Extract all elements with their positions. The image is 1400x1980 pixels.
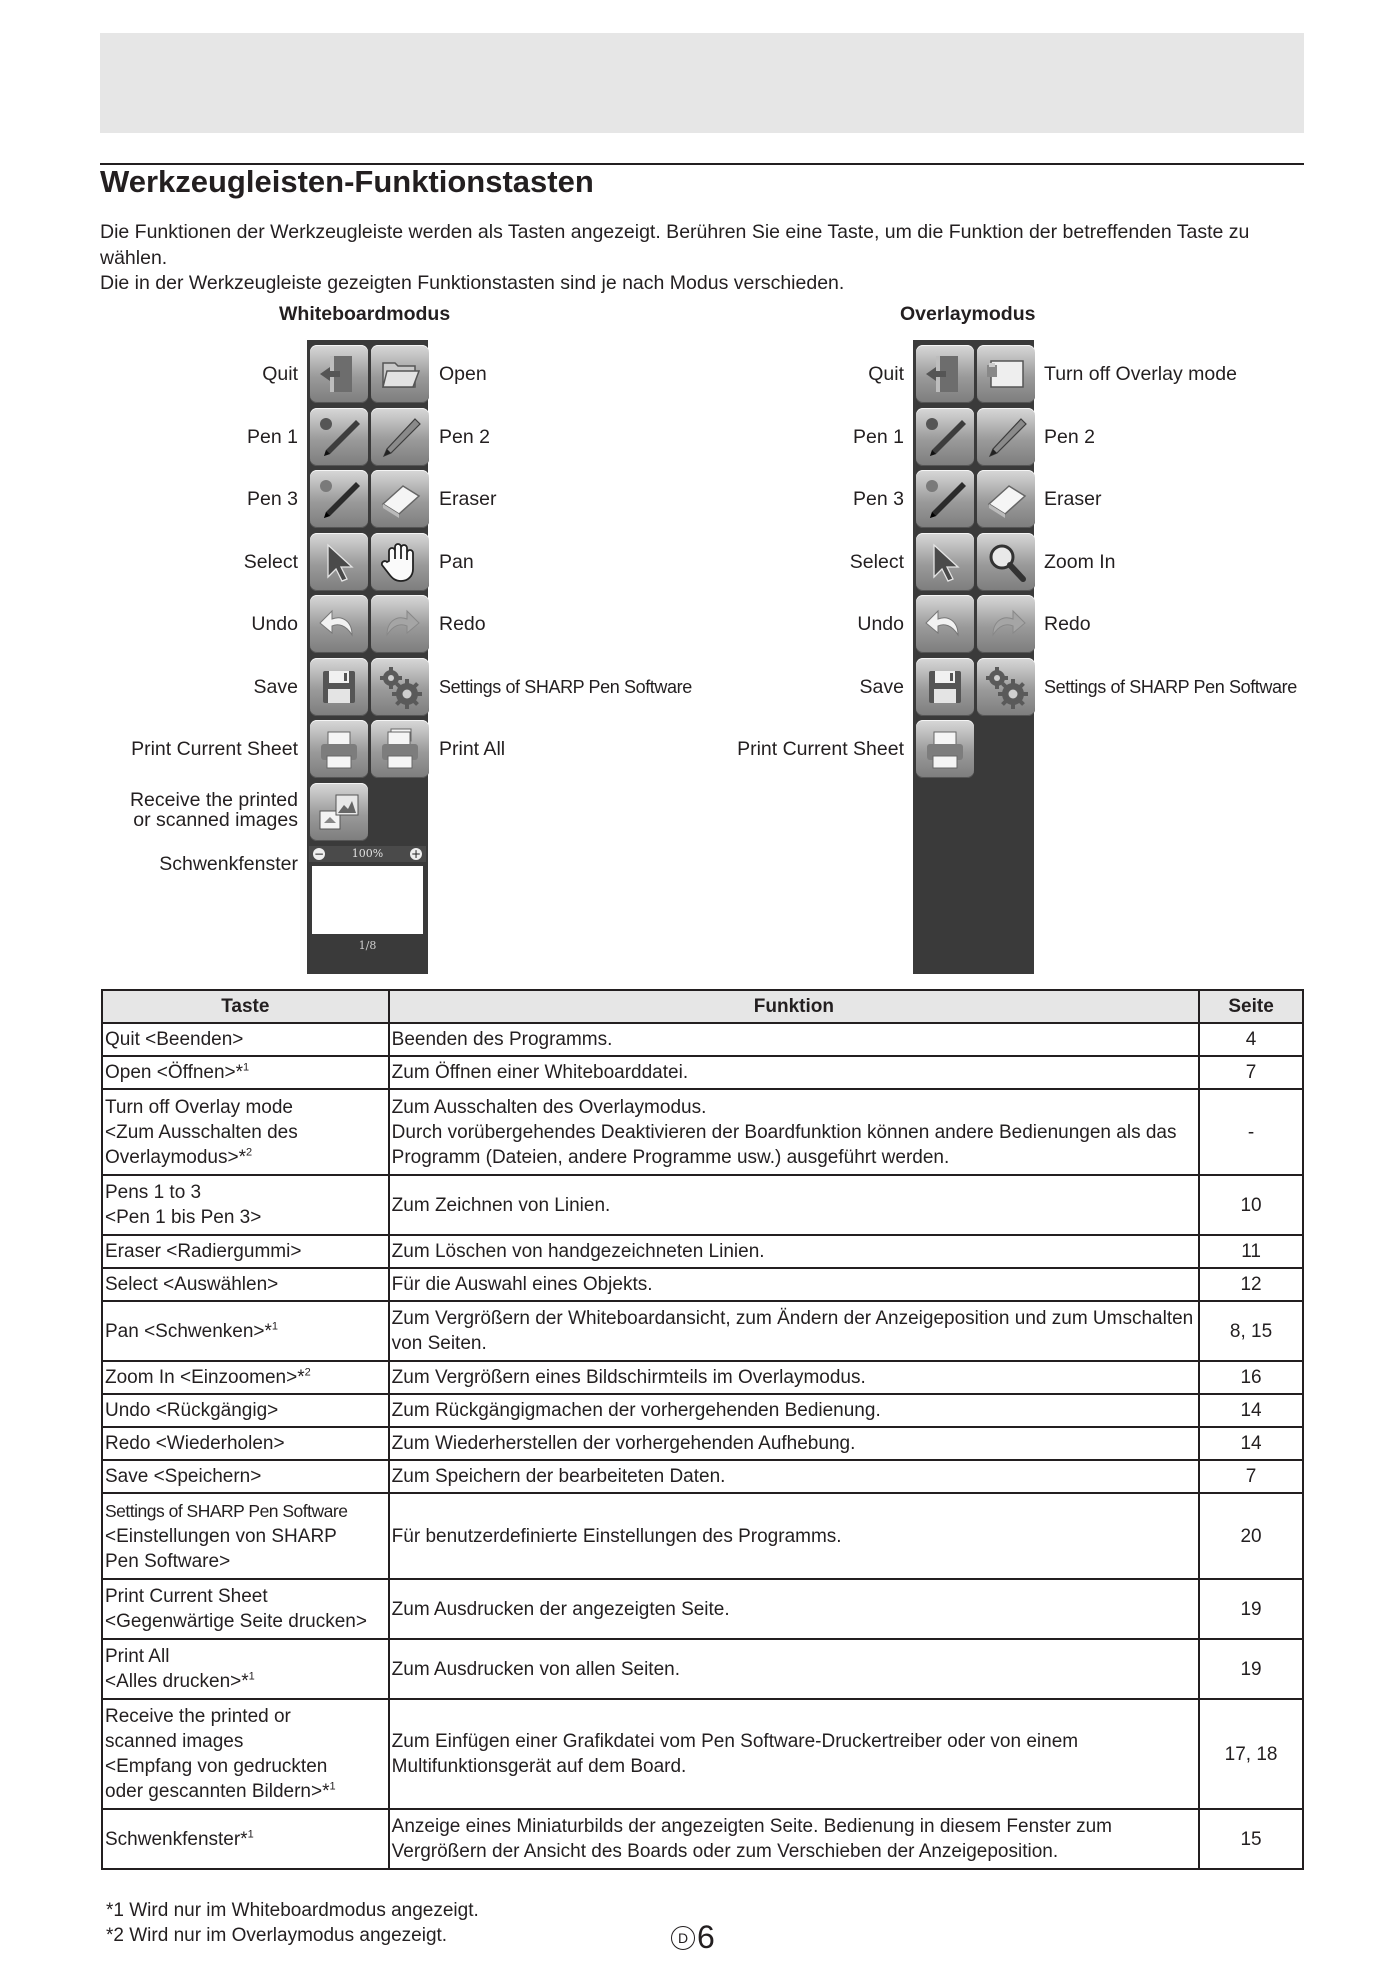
page-cell: 8, 15	[1199, 1301, 1303, 1361]
key-cell	[102, 1235, 389, 1268]
eraser-button[interactable]	[371, 470, 429, 528]
toolbar-left-label: Undo	[251, 613, 298, 635]
table-row	[102, 1175, 1303, 1235]
pen1-button[interactable]	[310, 408, 368, 466]
eraser-icon	[983, 476, 1029, 522]
key-name: Zoom In <Einzoomen>*	[105, 1367, 305, 1388]
toolbar-right-label: Print All	[439, 738, 506, 760]
table-row	[102, 1089, 1303, 1175]
table-row	[102, 1361, 1303, 1394]
print-current-icon	[922, 726, 968, 772]
column-header: Seite	[1199, 990, 1303, 1023]
key-name: Select <Auswählen>	[105, 1274, 279, 1295]
page-cell: 7	[1199, 1056, 1303, 1089]
footnote-ref: 1	[247, 1828, 254, 1841]
overlay-off-button[interactable]	[977, 345, 1035, 403]
pen2-button[interactable]	[977, 408, 1035, 466]
select-button[interactable]	[916, 533, 974, 591]
pen3-button[interactable]	[916, 470, 974, 528]
redo-button[interactable]	[371, 595, 429, 653]
pan-page-indicator: 1/8	[358, 939, 377, 952]
key-name: Print Current Sheet <Gegenwärtige Seite drucken>	[105, 1586, 367, 1632]
undo-button[interactable]	[310, 595, 368, 653]
footnote-2: *2 Wird nur im Overlaymodus angezeigt.	[106, 1925, 448, 1946]
footnote-ref: 1	[329, 1780, 336, 1793]
quit-icon	[922, 351, 968, 397]
receive-images-icon	[316, 789, 362, 835]
zoom-out-icon[interactable]: −	[313, 847, 325, 861]
pan-window-preview[interactable]	[312, 866, 423, 934]
footnote-ref: 1	[248, 1670, 255, 1683]
page-cell: 11	[1199, 1235, 1303, 1268]
zoom-in-button[interactable]	[977, 533, 1035, 591]
key-name: Open <Öffnen>*	[105, 1062, 244, 1083]
key-cell	[102, 1089, 389, 1175]
function-cell: Für benutzerdefinierte Einstellungen des Programms.	[389, 1493, 1199, 1579]
key-cell	[102, 1460, 389, 1493]
save-button[interactable]	[916, 658, 974, 716]
toolbar-left-label: Select	[849, 550, 904, 573]
toolbar-left-label: Undo	[857, 613, 904, 635]
toolbar-left-label: Pen 3	[247, 488, 298, 510]
redo-icon	[983, 601, 1029, 647]
table-row	[102, 1493, 1303, 1579]
page-cell: -	[1199, 1089, 1303, 1175]
key-name: <Einstellungen von SHARP Pen Software>	[105, 1525, 337, 1572]
pan-zoom-level: 100%	[351, 847, 384, 860]
pen3-icon	[316, 476, 362, 522]
quit-button[interactable]	[916, 345, 974, 403]
toolbar-left-label: Schwenkfenster	[159, 853, 298, 875]
table-row	[102, 1056, 1303, 1089]
eraser-icon	[377, 476, 423, 522]
key-name: Save <Speichern>	[105, 1466, 262, 1487]
pen3-button[interactable]	[310, 470, 368, 528]
page-number	[671, 1919, 715, 1956]
toolbar-left-label: Pen 1	[853, 425, 904, 448]
page-cell: 20	[1199, 1493, 1303, 1579]
key-cell	[102, 1394, 389, 1427]
function-table	[101, 989, 1304, 1870]
page-cell: 19	[1199, 1639, 1303, 1699]
table-row	[102, 1394, 1303, 1427]
page-cell: 15	[1199, 1809, 1303, 1869]
footnote-ref: 2	[304, 1366, 311, 1379]
pen1-button[interactable]	[916, 408, 974, 466]
redo-icon	[377, 601, 423, 647]
table-row	[102, 1579, 1303, 1639]
zoom-in-icon[interactable]: +	[410, 847, 422, 861]
key-name-narrow: Settings of SHARP Pen Software	[105, 1500, 348, 1521]
eraser-button[interactable]	[977, 470, 1035, 528]
toolbar-right-label: Settings of SHARP Pen Software	[439, 676, 692, 697]
key-cell	[102, 1268, 389, 1301]
page-cell: 4	[1199, 1023, 1303, 1056]
toolbar-left-label: Select	[243, 550, 298, 573]
footnote-1: *1 Wird nur im Whiteboardmodus angezeigt.	[106, 1900, 479, 1921]
undo-button[interactable]	[916, 595, 974, 653]
undo-icon	[316, 601, 362, 647]
whiteboard-mode-heading: Whiteboardmodus	[279, 303, 451, 325]
quit-button[interactable]	[310, 345, 368, 403]
key-cell	[102, 1809, 389, 1869]
toolbar-left-label: Save	[253, 675, 298, 698]
print-current-button[interactable]	[310, 720, 368, 778]
quit-icon	[316, 351, 362, 397]
toolbar-right-label: Open	[439, 363, 487, 385]
toolbar-right-label: Settings of SHARP Pen Software	[1044, 676, 1297, 697]
select-icon	[922, 539, 968, 585]
function-cell: Zum Ausschalten des Overlaymodus. Durch vorübergehendes Deaktivieren der Boardfunktion können andere Bedienungen als das Programm (Dateien, andere Programme usw.) ausgeführt werden.	[389, 1089, 1199, 1175]
page-cell: 12	[1199, 1268, 1303, 1301]
intro-text	[100, 220, 1304, 297]
key-name: Schwenkfenster*	[105, 1828, 248, 1850]
table-header-row	[102, 990, 1303, 1023]
print-current-button[interactable]	[916, 720, 974, 778]
column-header: Funktion	[389, 990, 1199, 1023]
print-all-icon	[377, 726, 423, 772]
page-title: Werkzeugleisten-Funktionstasten	[100, 164, 594, 199]
key-name: Receive the printed or scanned images <Empfang von gedruckten oder gescannten Bildern>*	[105, 1706, 330, 1802]
function-cell: Zum Ausdrucken von allen Seiten.	[389, 1639, 1199, 1699]
key-cell	[102, 1493, 389, 1579]
intro-paragraph: Die in der Werkzeugleiste gezeigten Funktionstasten sind je nach Modus verschieden.	[100, 272, 845, 294]
undo-icon	[922, 601, 968, 647]
settings-button[interactable]	[977, 658, 1035, 716]
toolbar-right-label: Zoom In	[1044, 550, 1116, 573]
toolbar-right-label: Pan	[439, 550, 474, 573]
pen1-icon	[922, 414, 968, 460]
page-cell: 14	[1199, 1427, 1303, 1460]
column-header: Taste	[102, 990, 389, 1023]
pen2-icon	[983, 414, 1029, 460]
select-icon	[316, 539, 362, 585]
toolbar-left-label: Receive the printed or scanned images	[129, 788, 298, 831]
function-cell: Zum Ausdrucken der angezeigten Seite.	[389, 1579, 1199, 1639]
key-name: Undo <Rückgängig>	[105, 1400, 279, 1421]
toolbar-left-label: Save	[859, 675, 904, 698]
pan-hand-button[interactable]	[371, 533, 429, 591]
save-icon	[316, 664, 362, 710]
page-cell: 14	[1199, 1394, 1303, 1427]
table-row	[102, 1699, 1303, 1809]
toolbar-right-label: Turn off Overlay mode	[1044, 363, 1237, 385]
save-button[interactable]	[310, 658, 368, 716]
toolbar-right-label: Pen 2	[439, 425, 490, 448]
key-cell	[102, 1427, 389, 1460]
page-number-value: 6	[697, 1919, 715, 1955]
key-name: Quit <Beenden>	[105, 1029, 244, 1050]
toolbar-left-label: Pen 1	[247, 425, 298, 448]
page-cell: 7	[1199, 1460, 1303, 1493]
toolbar-left-label: Print Current Sheet	[131, 738, 298, 760]
key-cell	[102, 1056, 389, 1089]
page-cell: 16	[1199, 1361, 1303, 1394]
pen2-icon	[377, 414, 423, 460]
table-row	[102, 1809, 1303, 1869]
function-cell: Zum Zeichnen von Linien.	[389, 1175, 1199, 1235]
pen1-icon	[316, 414, 362, 460]
key-cell	[102, 1639, 389, 1699]
footnote-ref: 2	[245, 1146, 253, 1159]
intro-paragraph: Die Funktionen der Werkzeugleiste werden als Tasten angezeigt. Berühren Sie eine Taste, um die Funktion der betreffenden Taste zu wählen.	[100, 221, 1250, 269]
header-band	[100, 33, 1304, 133]
toolbar-left-label: Quit	[262, 363, 298, 385]
page-cell: 17, 18	[1199, 1699, 1303, 1809]
function-cell: Zum Einfügen einer Grafikdatei vom Pen Software-Druckertreiber oder von einem Multifunktionsgerät auf dem Board.	[389, 1699, 1199, 1809]
open-icon	[377, 351, 423, 397]
key-name: Turn off Overlay mode <Zum Ausschalten des Overlaymodus>*	[105, 1096, 298, 1168]
footnote-ref: 1	[271, 1320, 279, 1333]
pan-window-zoom-bar	[309, 846, 426, 862]
toolbar-right-label: Eraser	[439, 488, 497, 510]
key-cell	[102, 1175, 389, 1235]
overlay-mode-heading: Overlaymodus	[900, 303, 1036, 325]
table-row	[102, 1235, 1303, 1268]
footnote-ref: 1	[243, 1061, 250, 1074]
function-cell: Beenden des Programms.	[389, 1023, 1199, 1056]
settings-button[interactable]	[371, 658, 429, 716]
zoom-in-icon	[983, 539, 1029, 585]
function-cell: Zum Vergrößern eines Bildschirmteils im Overlaymodus.	[389, 1361, 1199, 1394]
page-cell: 10	[1199, 1175, 1303, 1235]
table-row	[102, 1023, 1303, 1056]
key-cell	[102, 1023, 389, 1056]
receive-images-button[interactable]	[310, 783, 368, 841]
toolbar-left-label: Pen 3	[853, 488, 904, 510]
key-name: Pan <Schwenken>*	[105, 1320, 272, 1342]
key-name: Redo <Wiederholen>	[105, 1433, 285, 1454]
function-cell: Zum Wiederherstellen der vorhergehenden Aufhebung.	[389, 1427, 1199, 1460]
toolbar-right-label: Redo	[1044, 613, 1091, 635]
table-row	[102, 1427, 1303, 1460]
print-current-icon	[316, 726, 362, 772]
pan-hand-icon	[377, 539, 423, 585]
toolbar-right-label: Redo	[439, 613, 486, 635]
select-button[interactable]	[310, 533, 368, 591]
table-row	[102, 1268, 1303, 1301]
pen2-button[interactable]	[371, 408, 429, 466]
settings-icon	[377, 664, 423, 710]
key-name: Eraser <Radiergummi>	[105, 1241, 302, 1262]
function-cell: Zum Löschen von handgezeichneten Linien.	[389, 1235, 1199, 1268]
region-marker: D	[671, 1926, 695, 1950]
toolbar-right-label: Pen 2	[1044, 425, 1095, 448]
key-cell	[102, 1699, 389, 1809]
toolbar-left-label: Quit	[868, 363, 904, 385]
table-row	[102, 1639, 1303, 1699]
key-cell	[102, 1579, 389, 1639]
key-name: Print All <Alles drucken>*	[105, 1646, 249, 1692]
table-row	[102, 1301, 1303, 1361]
print-all-button[interactable]	[371, 720, 429, 778]
key-name: Pens 1 to 3 <Pen 1 bis Pen 3>	[105, 1182, 262, 1228]
function-cell: Zum Öffnen einer Whiteboarddatei.	[389, 1056, 1199, 1089]
toolbar-left-label: Print Current Sheet	[737, 738, 904, 760]
toolbar-right-label: Eraser	[1044, 488, 1102, 510]
pen3-icon	[922, 476, 968, 522]
page-cell: 19	[1199, 1579, 1303, 1639]
table-row	[102, 1460, 1303, 1493]
function-cell: Zum Rückgängigmachen der vorhergehenden Bedienung.	[389, 1394, 1199, 1427]
function-cell: Für die Auswahl eines Objekts.	[389, 1268, 1199, 1301]
key-cell	[102, 1301, 389, 1361]
save-icon	[922, 664, 968, 710]
function-cell: Zum Vergrößern der Whiteboardansicht, zum Ändern der Anzeigeposition und zum Umschalten von Seiten.	[389, 1301, 1199, 1361]
key-cell	[102, 1361, 389, 1394]
function-cell: Anzeige eines Miniaturbilds der angezeigten Seite. Bedienung in diesem Fenster zum Vergrößern der Ansicht des Boards oder zum Verschieben der Anzeigeposition.	[389, 1809, 1199, 1869]
open-button[interactable]	[371, 345, 429, 403]
overlay-off-icon	[983, 351, 1029, 397]
table-body	[102, 1023, 1303, 1869]
settings-icon	[983, 664, 1029, 710]
redo-button[interactable]	[977, 595, 1035, 653]
function-cell: Zum Speichern der bearbeiteten Daten.	[389, 1460, 1199, 1493]
